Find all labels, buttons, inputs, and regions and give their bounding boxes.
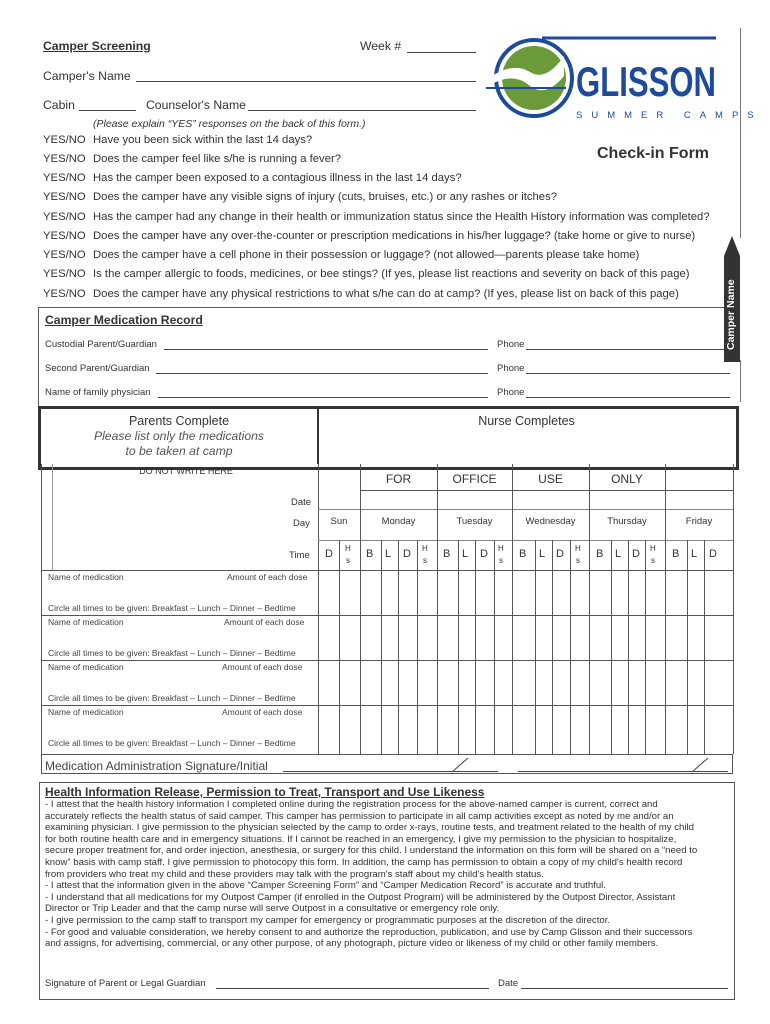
time-code: D xyxy=(556,548,564,560)
question-text: Have you been sick within the last 14 days? xyxy=(93,134,313,146)
week-label: Week # xyxy=(360,39,402,53)
time-code: L xyxy=(462,548,469,560)
release-line: examining physician. I give permission to the physician selected by the camp to order x-rays, routine tests, and treatment related to the health of my child xyxy=(45,822,694,834)
cabin-label: Cabin xyxy=(43,98,75,112)
custodial-label: Custodial Parent/Guardian xyxy=(45,339,157,350)
day-column: Tuesday xyxy=(456,516,493,527)
counselors-name-field[interactable] xyxy=(248,110,476,111)
slash-icon xyxy=(450,757,470,773)
time-code: B xyxy=(519,548,527,560)
question-row xyxy=(43,153,341,165)
release-line: - I attest that the health history information I completed online during the registration process for the above-named camper is current, correct and xyxy=(45,799,658,810)
question-row xyxy=(43,191,557,203)
nurse-completes-title: Nurse Completes xyxy=(478,414,575,428)
release-title: Health Information Release, Permission to Treat, Transport and Use Likeness xyxy=(45,785,485,799)
yes-no-option[interactable]: YES/NO xyxy=(43,191,86,203)
phone-label: Phone xyxy=(497,339,525,350)
day-column: Thursday xyxy=(607,516,647,527)
explain-note: (Please explain “YES” responses on the back of this form.) xyxy=(93,118,366,130)
office-use-label: ONLY xyxy=(611,472,643,486)
med-amount-label: Amount of each dose xyxy=(224,617,305,627)
time-code: L xyxy=(615,548,622,560)
med-amount-label: Amount of each dose xyxy=(227,572,308,582)
custodial-field[interactable] xyxy=(164,349,488,350)
parents-note-2: to be taken at camp xyxy=(125,444,233,458)
yes-no-option[interactable]: YES/NO xyxy=(43,268,86,280)
release-line: - For good and valuable consideration, we hereby consent to and authorize the reproduction, publication, and use by Camp Glisson and their successors xyxy=(45,926,693,938)
day-column: Monday xyxy=(381,516,416,527)
question-text: Does the camper have a cell phone in their possession or luggage? (not allowed—parents please take home) xyxy=(93,249,640,261)
camper-name-tab-label: Camper Name xyxy=(725,279,737,350)
campers-name-label: Camper's Name xyxy=(43,69,131,83)
office-use-label: FOR xyxy=(385,472,412,486)
release-line: for both routine health care and in emergency situations. If I cannot be reached in an emergency, I give my permission to the physician to hospitalize, xyxy=(45,833,677,845)
time-code: B xyxy=(366,548,374,560)
release-line: accurately reflects the health status of said camper. This camper has permission to participate in all camp activities except as noted by me and/or an xyxy=(45,810,674,822)
physician-label: Name of family physician xyxy=(45,387,151,398)
date-label: Date xyxy=(291,497,312,508)
phone-label: Phone xyxy=(497,363,525,374)
time-label: Time xyxy=(289,550,310,561)
logo-name: GLISSON xyxy=(576,58,716,105)
time-code: D xyxy=(325,548,333,560)
time-code: s xyxy=(346,556,350,565)
question-row xyxy=(43,134,312,146)
med-circle-label[interactable]: Circle all times to be given: Breakfast – Lunch – Dinner – Bedtime xyxy=(48,648,296,658)
counselors-name-label: Counselor's Name xyxy=(146,98,246,112)
med-name-label: Name of medication xyxy=(48,617,124,627)
release-text xyxy=(45,799,735,950)
med-name-label: Name of medication xyxy=(48,572,124,582)
time-code: L xyxy=(539,548,546,560)
yes-no-option[interactable]: YES/NO xyxy=(43,153,86,165)
med-amount-label: Amount of each dose xyxy=(222,707,303,717)
question-text: Does the camper have any over-the-counter or prescription medications in his/her luggage? (take home or give to nurse) xyxy=(93,230,696,242)
screening-title: Camper Screening xyxy=(43,39,151,53)
day-column: Sun xyxy=(330,516,348,527)
med-name-label: Name of medication xyxy=(48,707,124,717)
med-circle-label[interactable]: Circle all times to be given: Breakfast – Lunch – Dinner – Bedtime xyxy=(48,738,296,748)
office-use-label: USE xyxy=(538,472,563,486)
cabin-field[interactable] xyxy=(79,110,136,111)
question-text: Does the camper have any physical restrictions to what s/he can do at camp? (If yes, please list on back of this page) xyxy=(93,288,679,300)
form-title: Check-in Form xyxy=(597,145,710,162)
release-line: know” basis with camp staff. I give permission to photocopy this form. In addition, the camp has permission to obtain a copy of my child's health record xyxy=(45,856,683,868)
guardian-signature-label: Signature of Parent or Legal Guardian xyxy=(45,978,206,989)
time-code: D xyxy=(632,548,640,560)
time-code: H xyxy=(345,544,351,553)
release-line: and assigns, for advertising, commercial, or any other purpose, of any photograph, picture video or likeness of my child or other family members. xyxy=(45,938,659,950)
campers-name-field[interactable] xyxy=(136,81,476,82)
yes-no-option[interactable]: YES/NO xyxy=(43,134,86,146)
logo-sub: SUMMER CAMPS xyxy=(576,110,763,121)
time-code: B xyxy=(596,548,604,560)
question-row xyxy=(43,230,695,242)
time-code: D xyxy=(403,548,411,560)
med-signature-label: Medication Administration Signature/Initial xyxy=(45,759,268,773)
time-code: s xyxy=(651,556,655,565)
time-code: L xyxy=(691,548,698,560)
time-code: D xyxy=(709,548,717,560)
date-label: Date xyxy=(498,978,519,989)
time-code: H xyxy=(498,544,504,553)
time-code: B xyxy=(443,548,451,560)
release-line: - I understand that all medications for my Outpost Camper (if enrolled in the Outpost Program) will be administered by the Outpost Director, Assistant xyxy=(45,891,676,903)
time-code: s xyxy=(423,556,427,565)
med-circle-label[interactable]: Circle all times to be given: Breakfast – Lunch – Dinner – Bedtime xyxy=(48,693,296,703)
time-code: s xyxy=(576,556,580,565)
release-line: - I attest that the information given in the above “Camper Screening Form” and “Camper Medication Record” is accurate and truthful. xyxy=(45,880,606,892)
release-line: - I give permission to the camp staff to transport my camper for emergency or programmatic purposes at the discretion of the director. xyxy=(45,914,611,926)
parents-complete-title: Parents Complete xyxy=(128,414,230,428)
question-row xyxy=(43,249,639,261)
question-text: Does the camper feel like s/he is running a fever? xyxy=(93,153,342,165)
med-name-label: Name of medication xyxy=(48,662,124,672)
physician-field[interactable] xyxy=(158,397,488,398)
med-circle-label[interactable]: Circle all times to be given: Breakfast – Lunch – Dinner – Bedtime xyxy=(48,603,296,613)
question-text: Does the camper have any visible signs of injury (cuts, bruises, etc.) or any rashes or itches? xyxy=(93,191,558,203)
guardian-date-field[interactable] xyxy=(521,988,728,989)
time-code: D xyxy=(480,548,488,560)
second-parent-label: Second Parent/Guardian xyxy=(45,363,150,374)
yes-no-option[interactable]: YES/NO xyxy=(43,211,86,223)
time-code: B xyxy=(672,548,680,560)
yes-no-option[interactable]: YES/NO xyxy=(43,172,86,184)
yes-no-option[interactable]: YES/NO xyxy=(43,230,86,242)
week-field[interactable] xyxy=(407,52,476,53)
yes-no-option[interactable]: YES/NO xyxy=(43,249,86,261)
do-not-write-label: DO NOT WRITE HERE xyxy=(139,466,233,476)
release-line: Director or Trip Leader and that the camp nurse will serve Outpost in a consultative or emergency role only. xyxy=(45,903,500,915)
question-row xyxy=(43,172,462,184)
office-use-label: OFFICE xyxy=(452,472,497,486)
custodial-phone-field[interactable] xyxy=(526,349,724,350)
physician-phone-field[interactable] xyxy=(526,397,730,398)
day-column: Friday xyxy=(685,516,713,527)
question-row xyxy=(43,268,690,280)
release-line: secure proper treatment for, and order injection, anesthesia, or surgery for this child. I understand the information on this form will be shared on a “need to xyxy=(45,845,698,857)
glisson-logo xyxy=(484,36,763,122)
med-amount-label: Amount of each dose xyxy=(222,662,303,672)
day-label: Day xyxy=(293,518,310,529)
release-line: from providers who treat my child and these providers may talk with the program's staff about my child's health status. xyxy=(45,868,544,880)
phone-label: Phone xyxy=(497,387,525,398)
med-record-title: Camper Medication Record xyxy=(45,313,203,327)
guardian-signature-field[interactable] xyxy=(216,988,489,989)
question-text: Has the camper been exposed to a contagious illness in the last 14 days? xyxy=(93,172,462,184)
question-row xyxy=(43,211,710,223)
question-text: Has the camper had any change in their health or immunization status since the Health History information was completed? xyxy=(93,211,710,223)
second-parent-field[interactable] xyxy=(156,373,488,374)
question-row xyxy=(43,288,679,300)
time-code: s xyxy=(499,556,503,565)
second-phone-field[interactable] xyxy=(526,373,730,374)
time-code: H xyxy=(650,544,656,553)
question-text: Is the camper allergic to foods, medicines, or bee stings? (If yes, please list reactions and severity on back of this page) xyxy=(93,268,690,280)
parents-note-1: Please list only the medications xyxy=(93,429,265,443)
slash-icon xyxy=(690,757,710,773)
time-code: L xyxy=(385,548,392,560)
yes-no-option[interactable]: YES/NO xyxy=(43,288,86,300)
day-column: Wednesday xyxy=(525,516,576,527)
time-code: H xyxy=(575,544,581,553)
time-code: H xyxy=(422,544,428,553)
